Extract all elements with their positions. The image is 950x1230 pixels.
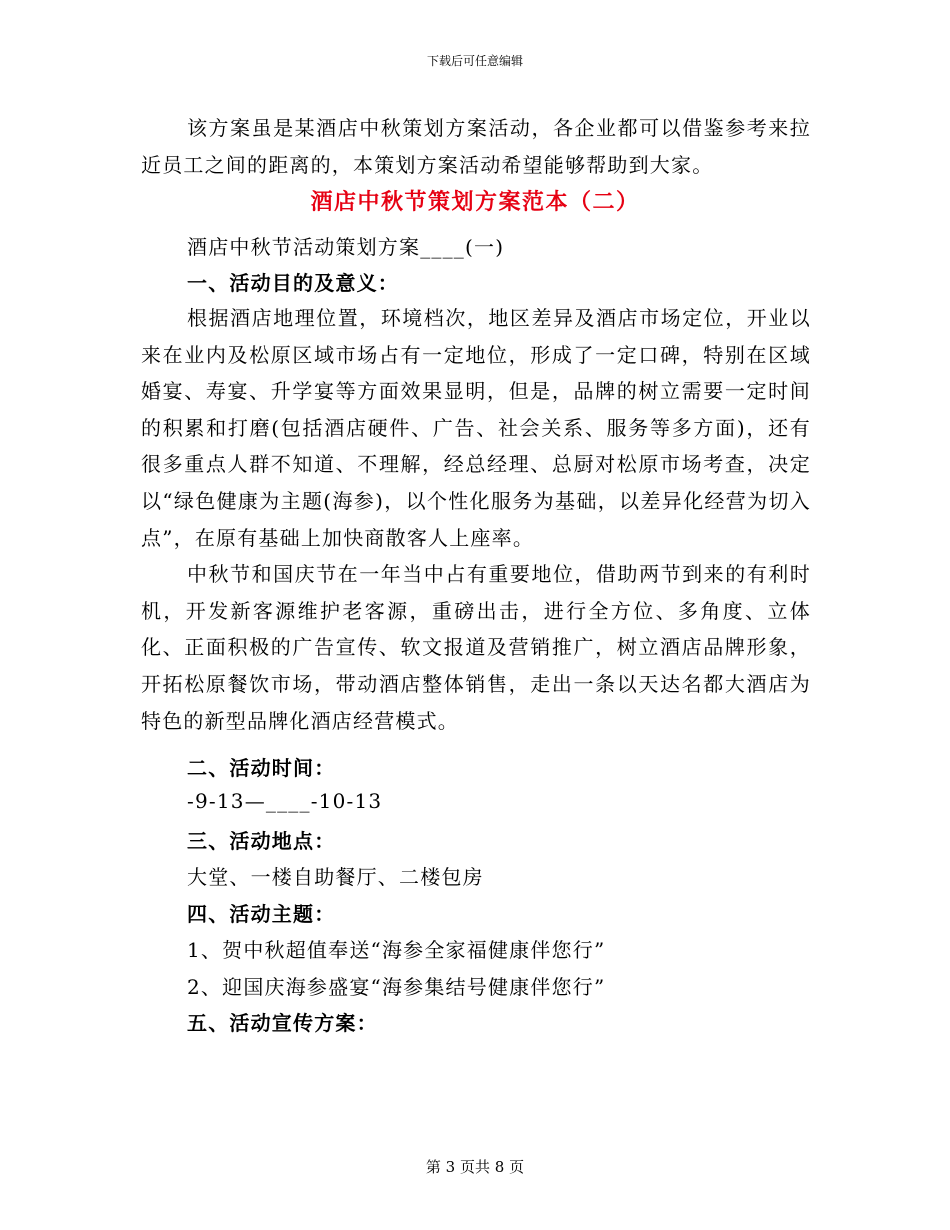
intro-text: 该方案虽是某酒店中秋策划方案活动，各企业都可以借鉴参考来拉近员工之间的距离的，本策划方案活动希望能够帮助到大家。	[141, 116, 811, 177]
section-3-heading: 三、活动地点：	[187, 829, 336, 853]
document-title: 酒店中秋节策划方案范本（二）	[310, 190, 640, 215]
section-1-paragraph-1: 根据酒店地理位置，环境档次，地区差异及酒店市场定位，开业以来在业内及松原区域市场占有一定地位，形成了一定口碑，特别在区域婚宴、寿宴、升学宴等方面效果显明，但是，品牌的树立需要一定时间的积累和打磨(包括酒店硬件、广告、社会关系、服务等多方面)，还有很多重点人群不知道、不理解，经总经理、总厨对松原市场考查，决定以“绿色健康为主题(海参)，以个性化服务为基础，以差异化经营为切入点”，在原有基础上加快商散客人上座率。	[141, 306, 811, 550]
section-4-item-1: 1、贺中秋超值奉送“海参全家福健康伴您行”	[187, 938, 606, 962]
section-3-value: 大堂、一楼自助餐厅、二楼包房	[187, 865, 484, 889]
section-4-heading: 四、活动主题：	[187, 902, 336, 926]
section-4-item-2: 2、迎国庆海参盛宴“海参集结号健康伴您行”	[187, 975, 606, 999]
section-1-body	[141, 300, 811, 739]
section-1-paragraph-2: 中秋节和国庆节在一年当中占有重要地位，借助两节到来的有利时机，开发新客源维护老客源，重磅出击，进行全方位、多角度、立体化、正面积极的广告宣传、软文报道及营销推广，树立酒店品牌形象，开拓松原餐饮市场，带动酒店整体销售，走出一条以天达名都大酒店为特色的新型品牌化酒店经营模式。	[141, 562, 811, 733]
section-1-heading: 一、活动目的及意义：	[187, 271, 399, 295]
intro-paragraph	[141, 110, 811, 183]
page-header: 下载后可任意编辑	[426, 54, 523, 68]
section-2-value: -9-13—____-10-13	[187, 789, 383, 813]
page-footer: 第 3 页共 8 页	[425, 1158, 525, 1176]
section-2-heading: 二、活动时间：	[187, 756, 336, 780]
subtitle: 酒店中秋节活动策划方案____(一)	[187, 235, 505, 259]
section-5-heading: 五、活动宣传方案：	[187, 1011, 378, 1035]
